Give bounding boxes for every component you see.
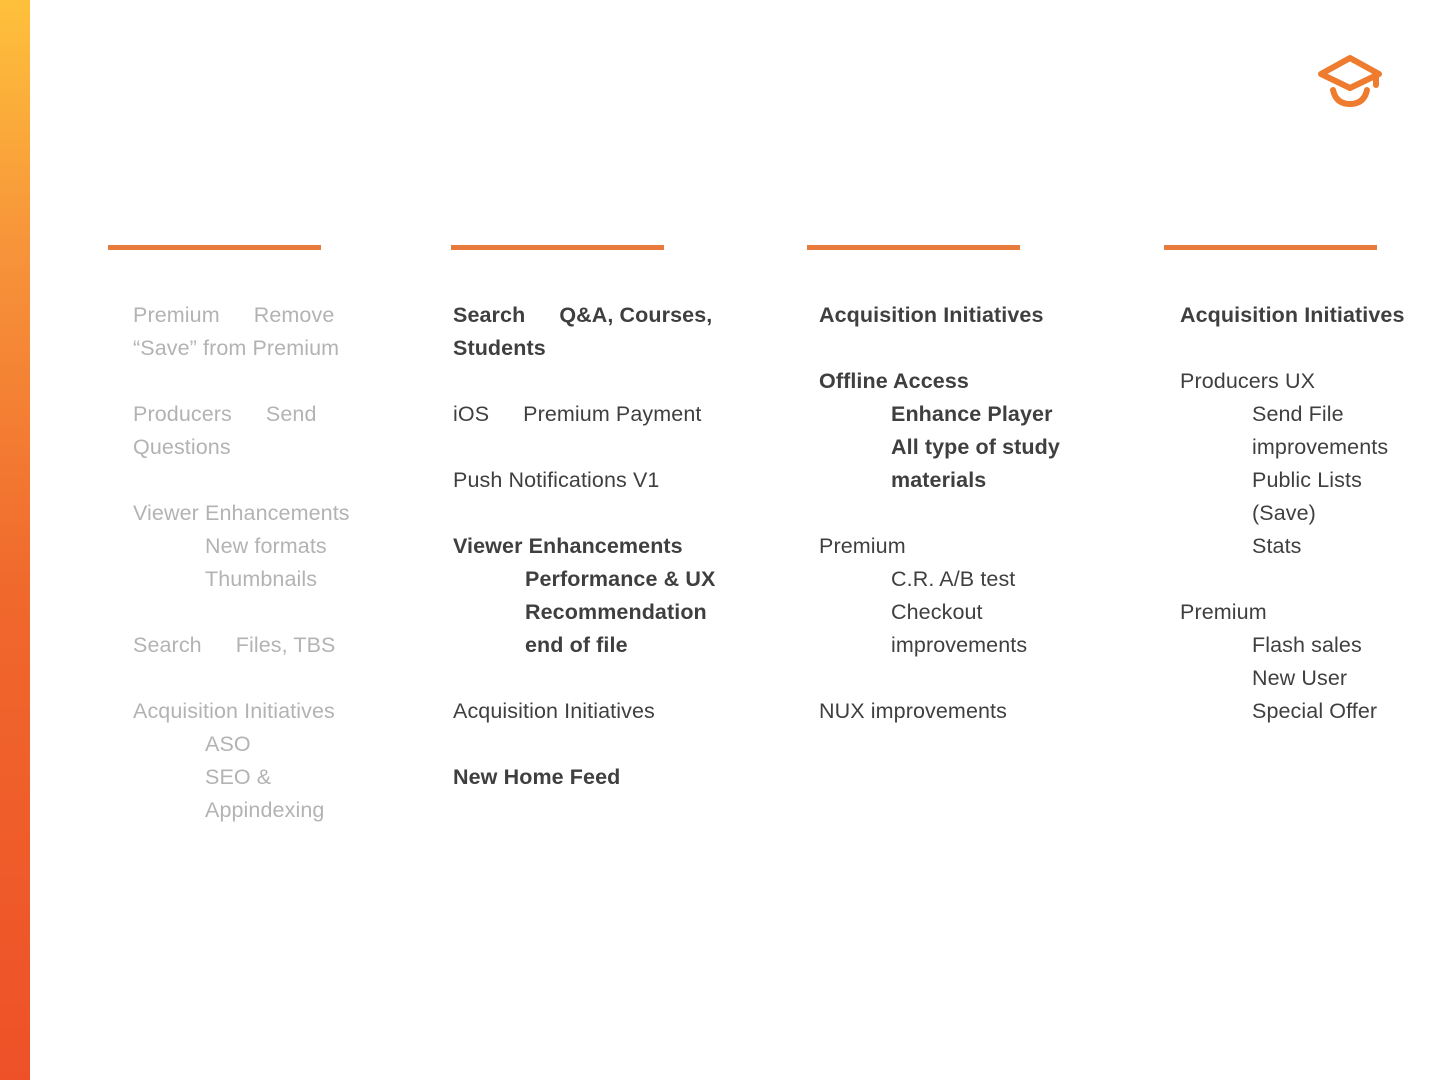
item-label: Premium (133, 303, 220, 327)
spacer (819, 332, 1060, 365)
list-item (819, 695, 1060, 728)
sub-item (819, 431, 1060, 464)
item-label: Producers (133, 402, 232, 426)
sub-item (453, 629, 715, 662)
item-text: Offline Access (819, 369, 969, 393)
item-text: Thumbnails (205, 567, 318, 591)
list-item (453, 464, 715, 497)
item-label: Search (453, 303, 526, 327)
list-item (453, 299, 715, 332)
item-text: materials (891, 468, 987, 492)
list-item (819, 530, 1060, 563)
item-text: Send File (1252, 402, 1344, 426)
spacer (819, 497, 1060, 530)
spacer (453, 431, 715, 464)
item-text: end of file (525, 633, 628, 657)
list-item (453, 761, 715, 794)
spacer (453, 728, 715, 761)
sub-item (133, 530, 350, 563)
list-item (453, 398, 715, 431)
item-detail: Premium Payment (523, 402, 702, 426)
sub-item (1180, 431, 1405, 464)
item-text: SEO & (205, 765, 272, 789)
item-text: All type of study (891, 435, 1060, 459)
sub-item (1180, 497, 1405, 530)
item-text: NUX improvements (819, 699, 1007, 723)
list-item (1180, 365, 1405, 398)
item-text: Acquisition Initiatives (819, 303, 1044, 327)
item-label: Search (133, 633, 202, 657)
list-item (453, 332, 715, 365)
item-detail: Remove (253, 303, 335, 327)
spacer (133, 596, 350, 629)
spacer (133, 365, 350, 398)
list-item (133, 431, 350, 464)
roadmap-column-4 (1180, 299, 1405, 728)
gradient-side-bar (0, 0, 30, 1080)
list-item (819, 365, 1060, 398)
list-item (133, 299, 350, 332)
sub-item (453, 563, 715, 596)
item-text: New formats (205, 534, 327, 558)
item-detail: Send (265, 402, 317, 426)
item-text: New User (1252, 666, 1348, 690)
sub-item (1180, 398, 1405, 431)
roadmap-column-1 (133, 299, 350, 827)
sub-item (1180, 530, 1405, 563)
sub-item (133, 761, 350, 794)
item-text: Students (453, 336, 546, 360)
sub-item (133, 563, 350, 596)
column-3-rule (807, 245, 1020, 250)
item-text: Stats (1252, 534, 1302, 558)
list-item (133, 629, 350, 662)
list-item (133, 332, 350, 365)
column-4-rule (1164, 245, 1377, 250)
sub-item (133, 794, 350, 827)
spacer (1180, 332, 1405, 365)
list-item (133, 695, 350, 728)
item-text: Public Lists (1252, 468, 1362, 492)
item-text: Special Offer (1252, 699, 1378, 723)
sub-item (1180, 695, 1405, 728)
sub-item (1180, 464, 1405, 497)
item-text: “Save” from Premium (133, 336, 340, 360)
list-item (1180, 596, 1405, 629)
list-item (453, 695, 715, 728)
list-item (453, 530, 715, 563)
item-detail: Q&A, Courses, (559, 303, 713, 327)
sub-item (819, 464, 1060, 497)
spacer (453, 497, 715, 530)
item-text: Acquisition Initiatives (133, 699, 335, 723)
roadmap-column-3 (819, 299, 1060, 728)
item-detail: Files, TBS (235, 633, 336, 657)
item-text: Appindexing (205, 798, 325, 822)
list-item (133, 497, 350, 530)
item-text: New Home Feed (453, 765, 621, 789)
spacer (453, 365, 715, 398)
list-item (819, 299, 1060, 332)
column-2-rule (451, 245, 664, 250)
item-label: iOS (453, 402, 490, 426)
item-text: improvements (891, 633, 1028, 657)
item-text: improvements (1252, 435, 1389, 459)
item-text: C.R. A/B test (891, 567, 1016, 591)
spacer (453, 662, 715, 695)
item-text: ASO (205, 732, 251, 756)
spacer (133, 464, 350, 497)
item-text: Flash sales (1252, 633, 1362, 657)
item-text: (Save) (1252, 501, 1316, 525)
column-1-rule (108, 245, 321, 250)
sub-item (453, 596, 715, 629)
sub-item (1180, 662, 1405, 695)
sub-item (819, 398, 1060, 431)
item-text: Performance & UX (525, 567, 716, 591)
sub-item (819, 596, 1060, 629)
item-text: Enhance Player (891, 402, 1053, 426)
spacer (1180, 563, 1405, 596)
item-text: Checkout (891, 600, 983, 624)
item-text: Premium (819, 534, 906, 558)
sub-item (1180, 629, 1405, 662)
graduation-cap-smile-icon (1316, 52, 1384, 112)
item-text: Viewer Enhancements (453, 534, 683, 558)
item-text: Questions (133, 435, 231, 459)
spacer (133, 662, 350, 695)
sub-item (133, 728, 350, 761)
sub-item (819, 563, 1060, 596)
spacer (819, 662, 1060, 695)
item-text: Premium (1180, 600, 1267, 624)
list-item (133, 398, 350, 431)
item-text: Acquisition Initiatives (1180, 303, 1405, 327)
sub-item (819, 629, 1060, 662)
item-text: Acquisition Initiatives (453, 699, 655, 723)
item-text: Push Notifications V1 (453, 468, 660, 492)
list-item (1180, 299, 1405, 332)
item-text: Viewer Enhancements (133, 501, 350, 525)
item-text: Producers UX (1180, 369, 1316, 393)
roadmap-column-2 (453, 299, 715, 794)
item-text: Recommendation (525, 600, 707, 624)
